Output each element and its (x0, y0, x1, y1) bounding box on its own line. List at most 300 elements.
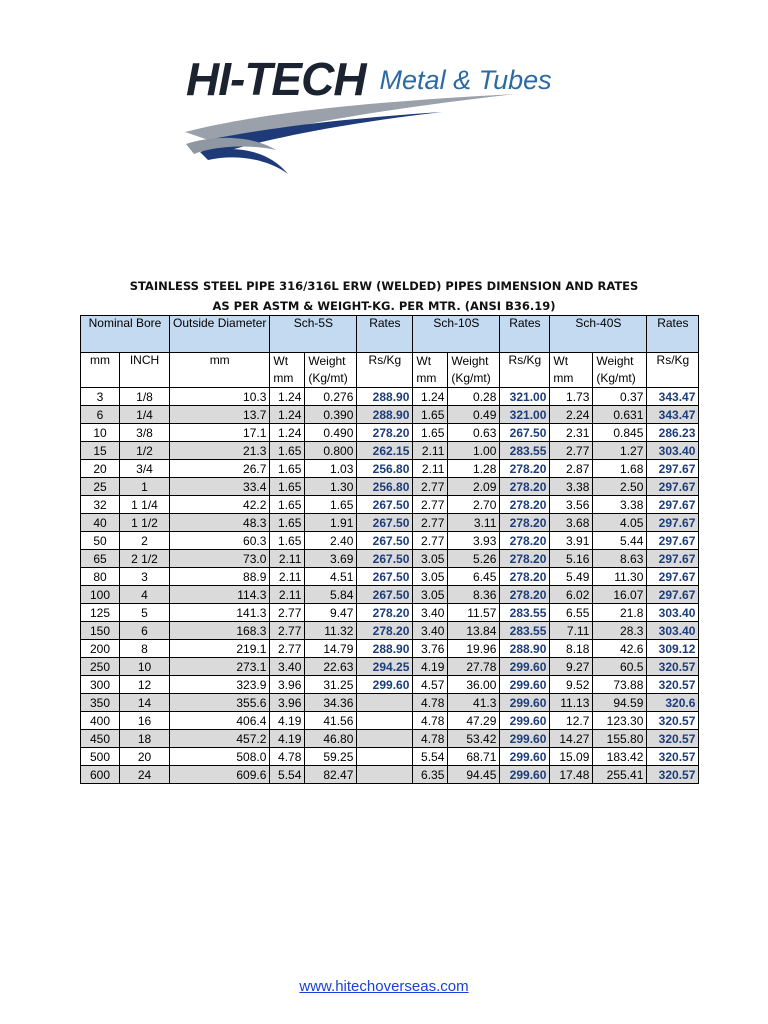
cell-sch40s-weight: 28.3 (593, 622, 647, 640)
cell-bore-mm: 6 (81, 406, 120, 424)
cell-outside-diameter: 13.7 (170, 406, 270, 424)
cell-sch10s-wt: 4.78 (413, 712, 448, 730)
cell-sch40s-wt: 11.13 (550, 694, 593, 712)
cell-sch40s-rate: 309.12 (647, 640, 699, 658)
cell-outside-diameter: 114.3 (170, 586, 270, 604)
cell-outside-diameter: 26.7 (170, 460, 270, 478)
cell-sch40s-weight: 11.30 (593, 568, 647, 586)
cell-sch5s-wt: 1.65 (270, 442, 305, 460)
header-sch5s: Sch-5S (270, 316, 357, 353)
cell-sch40s-wt: 9.27 (550, 658, 593, 676)
cell-sch40s-weight: 21.8 (593, 604, 647, 622)
cell-sch5s-weight: 46.80 (305, 730, 357, 748)
cell-sch40s-weight: 94.59 (593, 694, 647, 712)
cell-sch40s-wt: 3.91 (550, 532, 593, 550)
header-weight-sch40s: Weight (Kg/mt) (593, 353, 647, 388)
cell-sch40s-rate: 320.57 (647, 730, 699, 748)
cell-sch5s-rate: 288.90 (357, 640, 413, 658)
cell-sch5s-wt: 2.77 (270, 604, 305, 622)
cell-sch40s-rate: 297.67 (647, 550, 699, 568)
table-row (81, 766, 699, 784)
cell-sch5s-rate: 278.20 (357, 622, 413, 640)
cell-sch5s-weight: 34.36 (305, 694, 357, 712)
cell-sch10s-weight: 36.00 (448, 676, 500, 694)
table-row (81, 442, 699, 460)
logo-swoosh (180, 92, 520, 182)
cell-sch5s-weight: 11.32 (305, 622, 357, 640)
cell-sch10s-rate: 278.20 (500, 514, 550, 532)
cell-bore-inch: 1/2 (120, 442, 170, 460)
cell-sch10s-rate: 283.55 (500, 604, 550, 622)
cell-sch40s-wt: 7.11 (550, 622, 593, 640)
cell-sch10s-rate: 299.60 (500, 694, 550, 712)
cell-bore-mm: 450 (81, 730, 120, 748)
table-row (81, 658, 699, 676)
cell-sch5s-weight: 1.65 (305, 496, 357, 514)
cell-sch10s-weight: 19.96 (448, 640, 500, 658)
cell-sch40s-wt: 5.16 (550, 550, 593, 568)
cell-outside-diameter: 88.9 (170, 568, 270, 586)
cell-sch5s-rate: 262.15 (357, 442, 413, 460)
table-row (81, 712, 699, 730)
cell-sch5s-rate: 256.80 (357, 478, 413, 496)
cell-sch10s-weight: 3.11 (448, 514, 500, 532)
cell-sch10s-weight: 11.57 (448, 604, 500, 622)
cell-bore-mm: 32 (81, 496, 120, 514)
cell-sch10s-weight: 41.3 (448, 694, 500, 712)
cell-sch5s-weight: 5.84 (305, 586, 357, 604)
cell-sch10s-wt: 2.77 (413, 514, 448, 532)
cell-sch5s-weight: 3.69 (305, 550, 357, 568)
cell-sch10s-weight: 0.49 (448, 406, 500, 424)
cell-outside-diameter: 10.3 (170, 388, 270, 406)
header-wt-sch5s: Wt mm (270, 353, 305, 388)
cell-sch5s-weight: 1.91 (305, 514, 357, 532)
cell-sch5s-wt: 4.19 (270, 712, 305, 730)
cell-bore-mm: 3 (81, 388, 120, 406)
table-row (81, 460, 699, 478)
cell-bore-inch: 14 (120, 694, 170, 712)
cell-sch40s-rate: 286.23 (647, 424, 699, 442)
cell-sch10s-wt: 1.65 (413, 424, 448, 442)
cell-outside-diameter: 21.3 (170, 442, 270, 460)
cell-sch5s-wt: 3.96 (270, 694, 305, 712)
cell-sch10s-weight: 27.78 (448, 658, 500, 676)
cell-sch40s-weight: 0.845 (593, 424, 647, 442)
cell-sch40s-weight: 5.44 (593, 532, 647, 550)
cell-sch5s-rate: 267.50 (357, 550, 413, 568)
cell-sch10s-rate: 299.60 (500, 748, 550, 766)
cell-sch10s-wt: 2.77 (413, 532, 448, 550)
cell-sch5s-rate: 288.90 (357, 406, 413, 424)
header-mm: mm (81, 353, 120, 388)
cell-outside-diameter: 168.3 (170, 622, 270, 640)
table-row (81, 676, 699, 694)
header-od-mm: mm (170, 353, 270, 388)
cell-sch40s-weight: 0.37 (593, 388, 647, 406)
table-row (81, 694, 699, 712)
cell-bore-inch: 16 (120, 712, 170, 730)
title-line-2: AS PER ASTM & WEIGHT-KG. PER MTR. (ANSI B36.19) (212, 299, 556, 313)
header-inch: INCH (120, 353, 170, 388)
header-rates-sch40s: Rates (647, 316, 699, 353)
cell-bore-inch: 18 (120, 730, 170, 748)
cell-sch10s-weight: 3.93 (448, 532, 500, 550)
table-row (81, 388, 699, 406)
header-wt-sch40s: Wt mm (550, 353, 593, 388)
cell-outside-diameter: 60.3 (170, 532, 270, 550)
cell-sch5s-weight: 41.56 (305, 712, 357, 730)
cell-sch5s-rate: 267.50 (357, 514, 413, 532)
cell-sch10s-rate: 283.55 (500, 622, 550, 640)
cell-sch10s-weight: 0.63 (448, 424, 500, 442)
cell-sch10s-weight: 8.36 (448, 586, 500, 604)
cell-sch40s-rate: 303.40 (647, 442, 699, 460)
cell-sch5s-wt: 2.11 (270, 550, 305, 568)
cell-sch10s-weight: 2.09 (448, 478, 500, 496)
cell-sch40s-rate: 303.40 (647, 604, 699, 622)
cell-sch5s-weight: 0.800 (305, 442, 357, 460)
cell-sch5s-rate: 267.50 (357, 568, 413, 586)
table-row (81, 478, 699, 496)
cell-sch10s-rate: 299.60 (500, 676, 550, 694)
cell-sch40s-weight: 73.88 (593, 676, 647, 694)
cell-sch5s-wt: 1.65 (270, 532, 305, 550)
cell-sch10s-weight: 94.45 (448, 766, 500, 784)
cell-outside-diameter: 355.6 (170, 694, 270, 712)
cell-outside-diameter: 323.9 (170, 676, 270, 694)
cell-sch40s-weight: 60.5 (593, 658, 647, 676)
cell-bore-inch: 1 (120, 478, 170, 496)
cell-sch10s-wt: 3.40 (413, 622, 448, 640)
table-row (81, 640, 699, 658)
cell-sch5s-wt: 4.19 (270, 730, 305, 748)
cell-sch10s-wt: 4.19 (413, 658, 448, 676)
cell-sch10s-rate: 299.60 (500, 658, 550, 676)
table-row (81, 532, 699, 550)
cell-sch10s-weight: 2.70 (448, 496, 500, 514)
cell-sch5s-rate (357, 766, 413, 784)
cell-sch10s-rate: 278.20 (500, 460, 550, 478)
cell-sch40s-wt: 3.38 (550, 478, 593, 496)
cell-sch5s-weight: 0.390 (305, 406, 357, 424)
cell-sch40s-rate: 297.67 (647, 460, 699, 478)
cell-sch5s-wt: 1.65 (270, 496, 305, 514)
cell-sch10s-weight: 5.26 (448, 550, 500, 568)
cell-sch40s-rate: 297.67 (647, 568, 699, 586)
cell-outside-diameter: 219.1 (170, 640, 270, 658)
cell-bore-inch: 1/4 (120, 406, 170, 424)
cell-bore-mm: 200 (81, 640, 120, 658)
cell-sch40s-wt: 6.55 (550, 604, 593, 622)
table-row (81, 568, 699, 586)
cell-sch10s-weight: 47.29 (448, 712, 500, 730)
cell-sch5s-rate (357, 730, 413, 748)
cell-sch40s-weight: 0.631 (593, 406, 647, 424)
cell-sch40s-wt: 2.87 (550, 460, 593, 478)
cell-sch40s-weight: 4.05 (593, 514, 647, 532)
document-titles (0, 276, 768, 316)
cell-sch40s-wt: 3.68 (550, 514, 593, 532)
table-row (81, 424, 699, 442)
cell-sch10s-rate: 299.60 (500, 730, 550, 748)
logo-tagline: Metal & Tubes (379, 65, 552, 95)
cell-sch5s-wt: 1.65 (270, 460, 305, 478)
cell-bore-inch: 24 (120, 766, 170, 784)
cell-sch5s-wt: 2.11 (270, 568, 305, 586)
cell-sch40s-weight: 123.30 (593, 712, 647, 730)
cell-sch10s-wt: 5.54 (413, 748, 448, 766)
cell-bore-inch: 3/4 (120, 460, 170, 478)
cell-sch10s-wt: 2.11 (413, 460, 448, 478)
footer (0, 978, 768, 996)
cell-sch5s-rate (357, 748, 413, 766)
cell-sch10s-wt: 3.05 (413, 550, 448, 568)
cell-sch40s-wt: 3.56 (550, 496, 593, 514)
cell-bore-inch: 1/8 (120, 388, 170, 406)
cell-outside-diameter: 508.0 (170, 748, 270, 766)
table-row (81, 514, 699, 532)
cell-sch10s-wt: 2.77 (413, 496, 448, 514)
cell-sch40s-weight: 255.41 (593, 766, 647, 784)
header-sch10s: Sch-10S (413, 316, 500, 353)
cell-sch10s-weight: 1.00 (448, 442, 500, 460)
cell-sch5s-weight: 31.25 (305, 676, 357, 694)
cell-bore-inch: 6 (120, 622, 170, 640)
cell-outside-diameter: 42.2 (170, 496, 270, 514)
header-rskg-sch5s: Rs/Kg (357, 353, 413, 388)
cell-sch10s-wt: 6.35 (413, 766, 448, 784)
cell-sch5s-rate: 267.50 (357, 532, 413, 550)
cell-sch40s-rate: 297.67 (647, 586, 699, 604)
cell-bore-inch: 4 (120, 586, 170, 604)
cell-sch5s-weight: 14.79 (305, 640, 357, 658)
table-row (81, 622, 699, 640)
cell-bore-mm: 350 (81, 694, 120, 712)
cell-sch40s-weight: 155.80 (593, 730, 647, 748)
cell-sch10s-wt: 3.05 (413, 568, 448, 586)
table-row (81, 586, 699, 604)
header-nominal-bore: Nominal Bore (81, 316, 170, 353)
cell-sch5s-wt: 1.24 (270, 424, 305, 442)
cell-sch5s-rate (357, 712, 413, 730)
cell-sch10s-wt: 2.77 (413, 478, 448, 496)
cell-sch40s-weight: 1.68 (593, 460, 647, 478)
cell-bore-inch: 1 1/2 (120, 514, 170, 532)
table-row (81, 406, 699, 424)
cell-sch40s-wt: 15.09 (550, 748, 593, 766)
cell-sch5s-wt: 1.24 (270, 406, 305, 424)
cell-sch5s-rate (357, 694, 413, 712)
cell-bore-mm: 250 (81, 658, 120, 676)
cell-sch5s-weight: 0.276 (305, 388, 357, 406)
cell-sch40s-rate: 320.6 (647, 694, 699, 712)
logo-brand-name: HI-TECH (186, 53, 366, 105)
cell-sch5s-rate: 278.20 (357, 424, 413, 442)
cell-sch40s-weight: 42.6 (593, 640, 647, 658)
cell-sch10s-wt: 1.65 (413, 406, 448, 424)
cell-bore-inch: 3/8 (120, 424, 170, 442)
cell-bore-inch: 8 (120, 640, 170, 658)
pipe-rates-table (80, 315, 699, 784)
cell-sch5s-weight: 1.03 (305, 460, 357, 478)
cell-sch5s-wt: 3.96 (270, 676, 305, 694)
cell-bore-mm: 20 (81, 460, 120, 478)
cell-sch40s-rate: 343.47 (647, 388, 699, 406)
table-row (81, 496, 699, 514)
cell-sch10s-weight: 6.45 (448, 568, 500, 586)
cell-bore-inch: 5 (120, 604, 170, 622)
cell-sch40s-rate: 297.67 (647, 478, 699, 496)
cell-sch40s-rate: 320.57 (647, 766, 699, 784)
cell-sch5s-wt: 1.65 (270, 514, 305, 532)
cell-sch10s-weight: 13.84 (448, 622, 500, 640)
cell-bore-mm: 400 (81, 712, 120, 730)
cell-sch5s-rate: 299.60 (357, 676, 413, 694)
cell-sch40s-rate: 320.57 (647, 748, 699, 766)
cell-sch10s-weight: 53.42 (448, 730, 500, 748)
cell-sch10s-wt: 2.11 (413, 442, 448, 460)
cell-sch5s-wt: 2.77 (270, 640, 305, 658)
cell-bore-inch: 20 (120, 748, 170, 766)
cell-bore-mm: 40 (81, 514, 120, 532)
cell-sch10s-wt: 3.40 (413, 604, 448, 622)
cell-sch10s-wt: 4.78 (413, 694, 448, 712)
cell-sch5s-weight: 9.47 (305, 604, 357, 622)
cell-bore-inch: 2 1/2 (120, 550, 170, 568)
cell-sch10s-rate: 299.60 (500, 766, 550, 784)
cell-sch5s-wt: 2.77 (270, 622, 305, 640)
cell-sch5s-wt: 1.65 (270, 478, 305, 496)
company-logo (180, 52, 552, 182)
cell-sch10s-rate: 299.60 (500, 712, 550, 730)
cell-sch10s-wt: 3.76 (413, 640, 448, 658)
cell-sch10s-rate: 321.00 (500, 406, 550, 424)
cell-sch40s-rate: 320.57 (647, 658, 699, 676)
cell-sch10s-rate: 321.00 (500, 388, 550, 406)
cell-sch5s-weight: 4.51 (305, 568, 357, 586)
cell-sch40s-weight: 3.38 (593, 496, 647, 514)
cell-outside-diameter: 17.1 (170, 424, 270, 442)
cell-sch10s-rate: 278.20 (500, 586, 550, 604)
cell-sch5s-weight: 2.40 (305, 532, 357, 550)
cell-sch40s-wt: 6.02 (550, 586, 593, 604)
cell-sch40s-rate: 320.57 (647, 676, 699, 694)
cell-sch5s-wt: 4.78 (270, 748, 305, 766)
header-row-groups (81, 316, 699, 353)
table-row (81, 730, 699, 748)
cell-outside-diameter: 273.1 (170, 658, 270, 676)
header-row-units (81, 353, 699, 388)
header-wt-sch10s: Wt mm (413, 353, 448, 388)
cell-bore-mm: 25 (81, 478, 120, 496)
cell-sch40s-wt: 2.77 (550, 442, 593, 460)
cell-sch5s-rate: 256.80 (357, 460, 413, 478)
cell-sch5s-wt: 3.40 (270, 658, 305, 676)
cell-sch10s-wt: 3.05 (413, 586, 448, 604)
cell-bore-inch: 1 1/4 (120, 496, 170, 514)
cell-sch5s-rate: 294.25 (357, 658, 413, 676)
cell-bore-mm: 15 (81, 442, 120, 460)
cell-outside-diameter: 457.2 (170, 730, 270, 748)
cell-bore-mm: 125 (81, 604, 120, 622)
cell-bore-mm: 10 (81, 424, 120, 442)
cell-bore-mm: 150 (81, 622, 120, 640)
cell-sch40s-rate: 297.67 (647, 514, 699, 532)
cell-bore-mm: 100 (81, 586, 120, 604)
cell-outside-diameter: 141.3 (170, 604, 270, 622)
cell-sch40s-wt: 14.27 (550, 730, 593, 748)
cell-sch10s-rate: 278.20 (500, 568, 550, 586)
cell-sch40s-weight: 16.07 (593, 586, 647, 604)
cell-sch5s-weight: 22.63 (305, 658, 357, 676)
cell-bore-mm: 500 (81, 748, 120, 766)
cell-sch40s-wt: 17.48 (550, 766, 593, 784)
cell-bore-mm: 80 (81, 568, 120, 586)
cell-sch40s-rate: 320.57 (647, 712, 699, 730)
cell-sch40s-wt: 5.49 (550, 568, 593, 586)
cell-outside-diameter: 609.6 (170, 766, 270, 784)
cell-sch5s-weight: 0.490 (305, 424, 357, 442)
cell-sch40s-wt: 1.73 (550, 388, 593, 406)
cell-bore-inch: 12 (120, 676, 170, 694)
cell-sch5s-wt: 2.11 (270, 586, 305, 604)
cell-bore-mm: 65 (81, 550, 120, 568)
cell-sch10s-weight: 68.71 (448, 748, 500, 766)
cell-outside-diameter: 406.4 (170, 712, 270, 730)
cell-sch5s-rate: 288.90 (357, 388, 413, 406)
table-row (81, 550, 699, 568)
cell-sch10s-wt: 4.78 (413, 730, 448, 748)
cell-sch40s-weight: 1.27 (593, 442, 647, 460)
cell-sch40s-rate: 303.40 (647, 622, 699, 640)
cell-sch10s-rate: 267.50 (500, 424, 550, 442)
cell-outside-diameter: 73.0 (170, 550, 270, 568)
cell-sch5s-rate: 267.50 (357, 496, 413, 514)
cell-sch40s-wt: 2.31 (550, 424, 593, 442)
cell-outside-diameter: 33.4 (170, 478, 270, 496)
cell-sch40s-rate: 343.47 (647, 406, 699, 424)
cell-sch5s-weight: 1.30 (305, 478, 357, 496)
cell-bore-inch: 10 (120, 658, 170, 676)
cell-bore-mm: 300 (81, 676, 120, 694)
cell-sch10s-weight: 0.28 (448, 388, 500, 406)
cell-sch40s-rate: 297.67 (647, 532, 699, 550)
cell-sch10s-weight: 1.28 (448, 460, 500, 478)
cell-sch10s-rate: 288.90 (500, 640, 550, 658)
cell-sch5s-wt: 5.54 (270, 766, 305, 784)
cell-sch10s-wt: 4.57 (413, 676, 448, 694)
cell-sch40s-wt: 12.7 (550, 712, 593, 730)
website-link[interactable]: www.hitechoverseas.com (299, 978, 469, 995)
table-row (81, 604, 699, 622)
header-weight-sch10s: Weight (Kg/mt) (448, 353, 500, 388)
cell-sch10s-rate: 283.55 (500, 442, 550, 460)
cell-sch5s-wt: 1.24 (270, 388, 305, 406)
title-line-1: STAINLESS STEEL PIPE 316/316L ERW (WELDED) PIPES DIMENSION AND RATES (129, 279, 639, 293)
cell-sch40s-wt: 9.52 (550, 676, 593, 694)
cell-sch40s-rate: 297.67 (647, 496, 699, 514)
cell-sch5s-weight: 59.25 (305, 748, 357, 766)
cell-sch5s-weight: 82.47 (305, 766, 357, 784)
cell-bore-inch: 3 (120, 568, 170, 586)
table-row (81, 748, 699, 766)
header-rskg-sch40s: Rs/Kg (647, 353, 699, 388)
cell-sch40s-weight: 183.42 (593, 748, 647, 766)
cell-bore-mm: 50 (81, 532, 120, 550)
header-weight-sch5s: Weight (Kg/mt) (305, 353, 357, 388)
cell-sch5s-rate: 278.20 (357, 604, 413, 622)
